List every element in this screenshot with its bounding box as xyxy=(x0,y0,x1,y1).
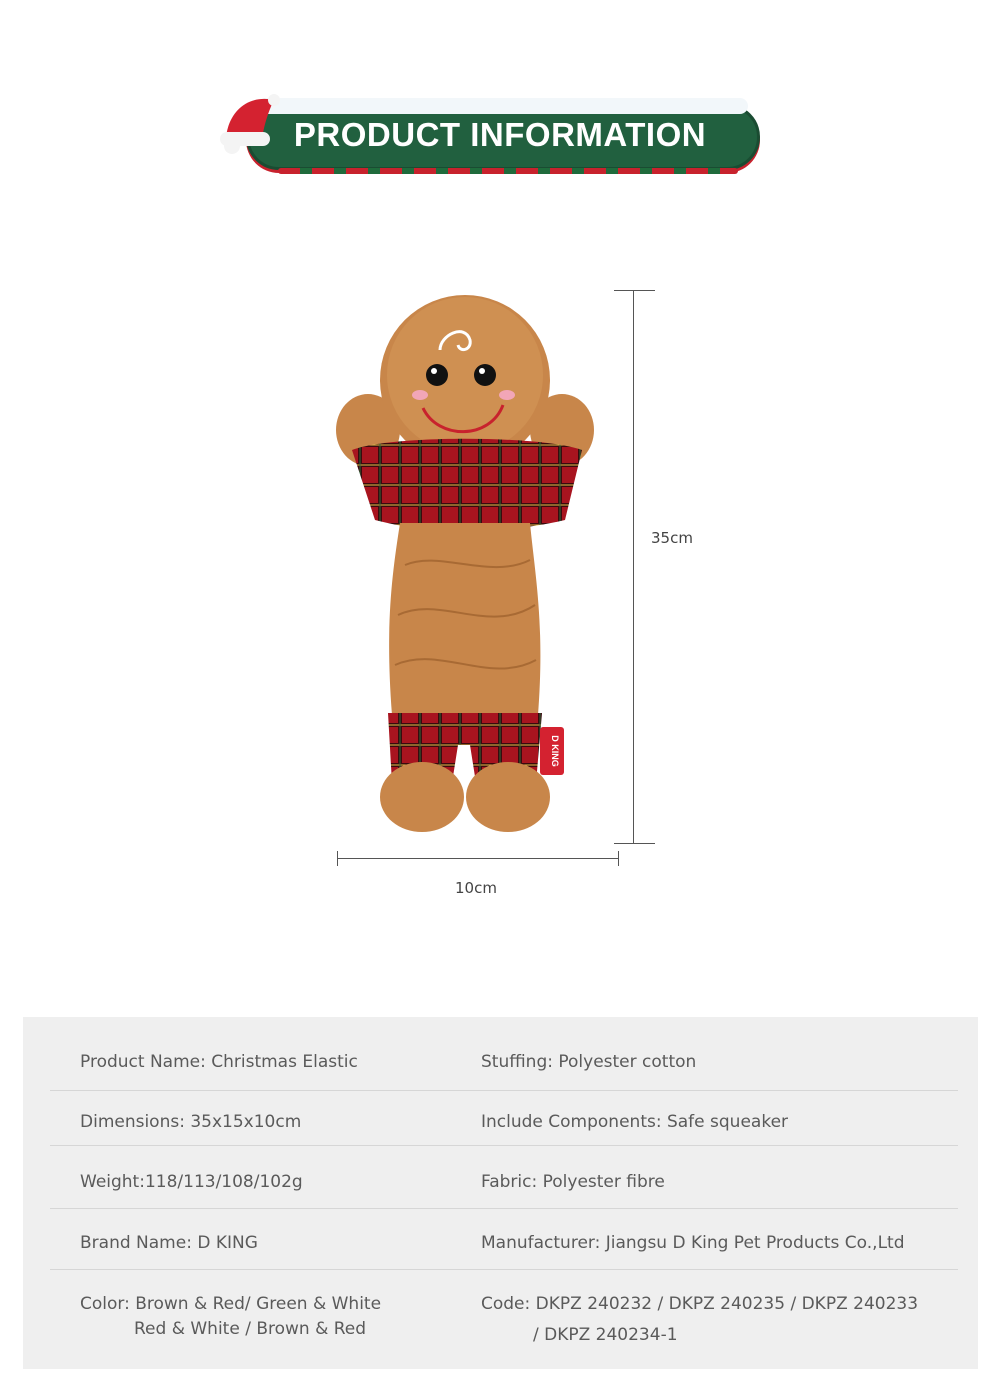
info-row xyxy=(50,1090,958,1146)
stuffing: Stuffing: Polyester cotton xyxy=(481,1052,697,1072)
height-measure-line xyxy=(633,290,634,843)
banner-stripe xyxy=(278,168,738,174)
banner-title: PRODUCT INFORMATION xyxy=(293,116,707,153)
santa-hat-icon xyxy=(218,86,282,156)
gingerbread-toy-image xyxy=(330,295,600,840)
width-label: 10cm xyxy=(455,879,497,897)
include-components: Include Components: Safe squeaker xyxy=(481,1112,789,1132)
product-info-panel xyxy=(23,1017,978,1369)
brand-name: Brand Name: D KING xyxy=(80,1233,258,1253)
info-row xyxy=(50,1145,958,1209)
height-label: 35cm xyxy=(651,529,693,547)
product-name: Product Name: Christmas Elastic xyxy=(80,1052,358,1072)
height-tick-top xyxy=(614,290,655,291)
brand-tag-text: D KING xyxy=(550,735,560,767)
color: Color: Brown & Red/ Green & White xyxy=(80,1294,382,1314)
code: Code: DKPZ 240232 / DKPZ 240235 / DKPZ 240233 xyxy=(481,1294,919,1314)
fabric: Fabric: Polyester fibre xyxy=(481,1172,665,1192)
product-information-banner xyxy=(218,86,763,186)
dimensions: Dimensions: 35x15x10cm xyxy=(80,1112,302,1132)
info-row xyxy=(50,1269,958,1369)
manufacturer: Manufacturer: Jiangsu D King Pet Products Co.,Ltd xyxy=(481,1233,905,1253)
weight: Weight:118/113/108/102g xyxy=(80,1172,303,1192)
info-row xyxy=(50,1017,958,1091)
code-continued: / DKPZ 240234-1 xyxy=(533,1325,678,1345)
info-row xyxy=(50,1208,958,1270)
width-measure-line xyxy=(337,858,619,859)
height-tick-bottom xyxy=(614,843,655,844)
width-tick-right xyxy=(618,851,619,866)
color-continued: Red & White / Brown & Red xyxy=(134,1319,367,1339)
